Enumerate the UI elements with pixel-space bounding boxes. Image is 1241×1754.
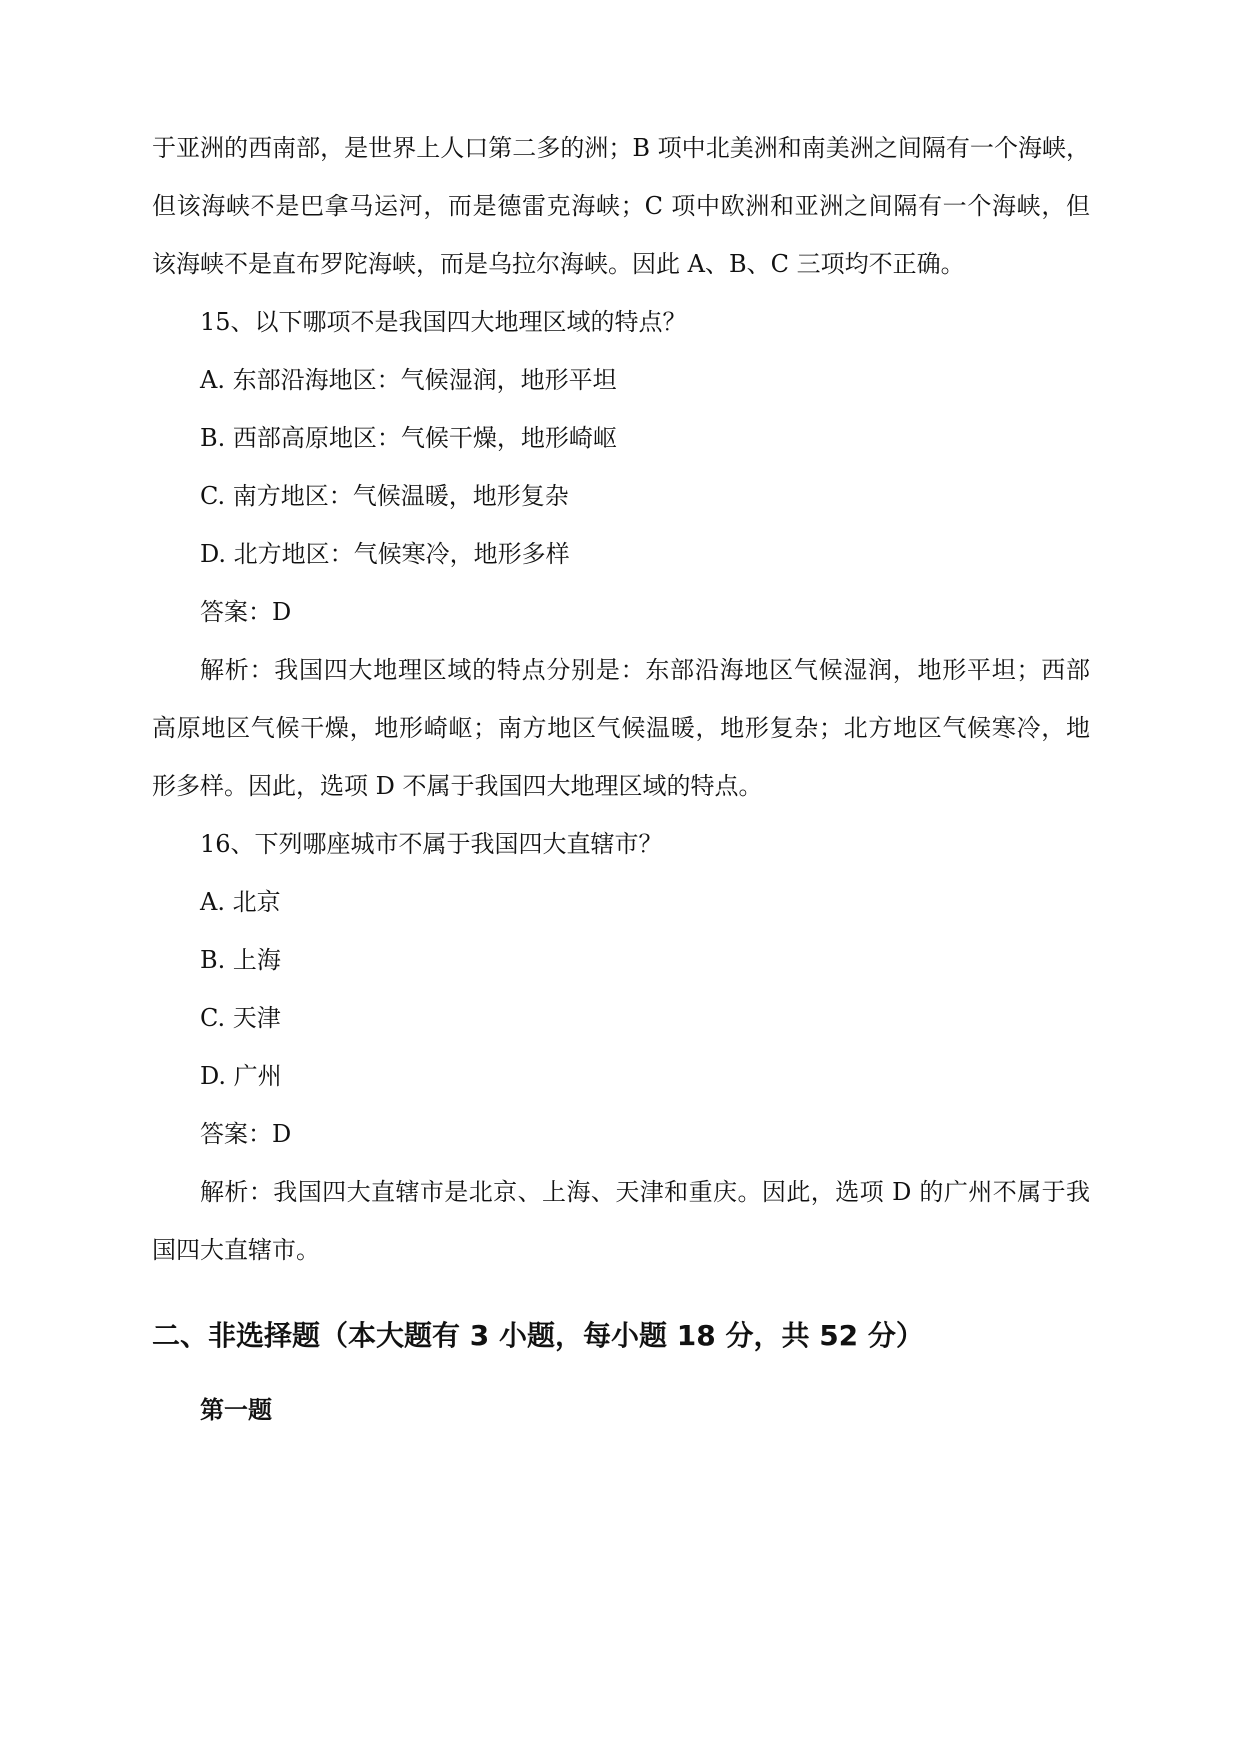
subsection-heading: 第一题 — [200, 1396, 272, 1424]
answer: 答案：D — [200, 598, 292, 626]
option-a: A. 北京 — [200, 888, 281, 916]
option-b: B. 西部高原地区：气候干燥，地形崎岖 — [200, 424, 617, 452]
analysis-line: 解析：我国四大直辖市是北京、上海、天津和重庆。因此，选项 D 的广州不属于我 — [200, 1178, 1090, 1206]
analysis-line: 高原地区气候干燥，地形崎岖；南方地区气候温暖，地形复杂；北方地区气候寒冷，地 — [152, 714, 1090, 742]
paragraph-line: 但该海峡不是巴拿马运河，而是德雷克海峡；C 项中欧洲和亚洲之间隔有一个海峡，但 — [152, 192, 1090, 220]
option-c: C. 天津 — [200, 1004, 281, 1032]
option-c: C. 南方地区：气候温暖，地形复杂 — [200, 482, 569, 510]
section-heading: 二、非选择题（本大题有 3 小题，每小题 18 分，共 52 分） — [152, 1319, 924, 1352]
analysis-line: 国四大直辖市。 — [152, 1236, 320, 1264]
question-16: 16、下列哪座城市不属于我国四大直辖市？ — [200, 830, 663, 858]
question-15: 15、以下哪项不是我国四大地理区域的特点？ — [200, 308, 687, 336]
paragraph-line: 于亚洲的西南部，是世界上人口第二多的洲；B 项中北美洲和南美洲之间隔有一个海峡， — [152, 134, 1090, 162]
option-a: A. 东部沿海地区：气候湿润，地形平坦 — [200, 366, 617, 394]
paragraph-line: 该海峡不是直布罗陀海峡，而是乌拉尔海峡。因此 A、B、C 三项均不正确。 — [152, 250, 965, 278]
option-d: D. 广州 — [200, 1062, 282, 1090]
analysis-line: 解析：我国四大地理区域的特点分别是：东部沿海地区气候湿润，地形平坦；西部 — [200, 656, 1090, 684]
option-b: B. 上海 — [200, 946, 281, 974]
analysis-line: 形多样。因此，选项 D 不属于我国四大地理区域的特点。 — [152, 772, 763, 800]
answer: 答案：D — [200, 1120, 292, 1148]
option-d: D. 北方地区：气候寒冷，地形多样 — [200, 540, 570, 568]
